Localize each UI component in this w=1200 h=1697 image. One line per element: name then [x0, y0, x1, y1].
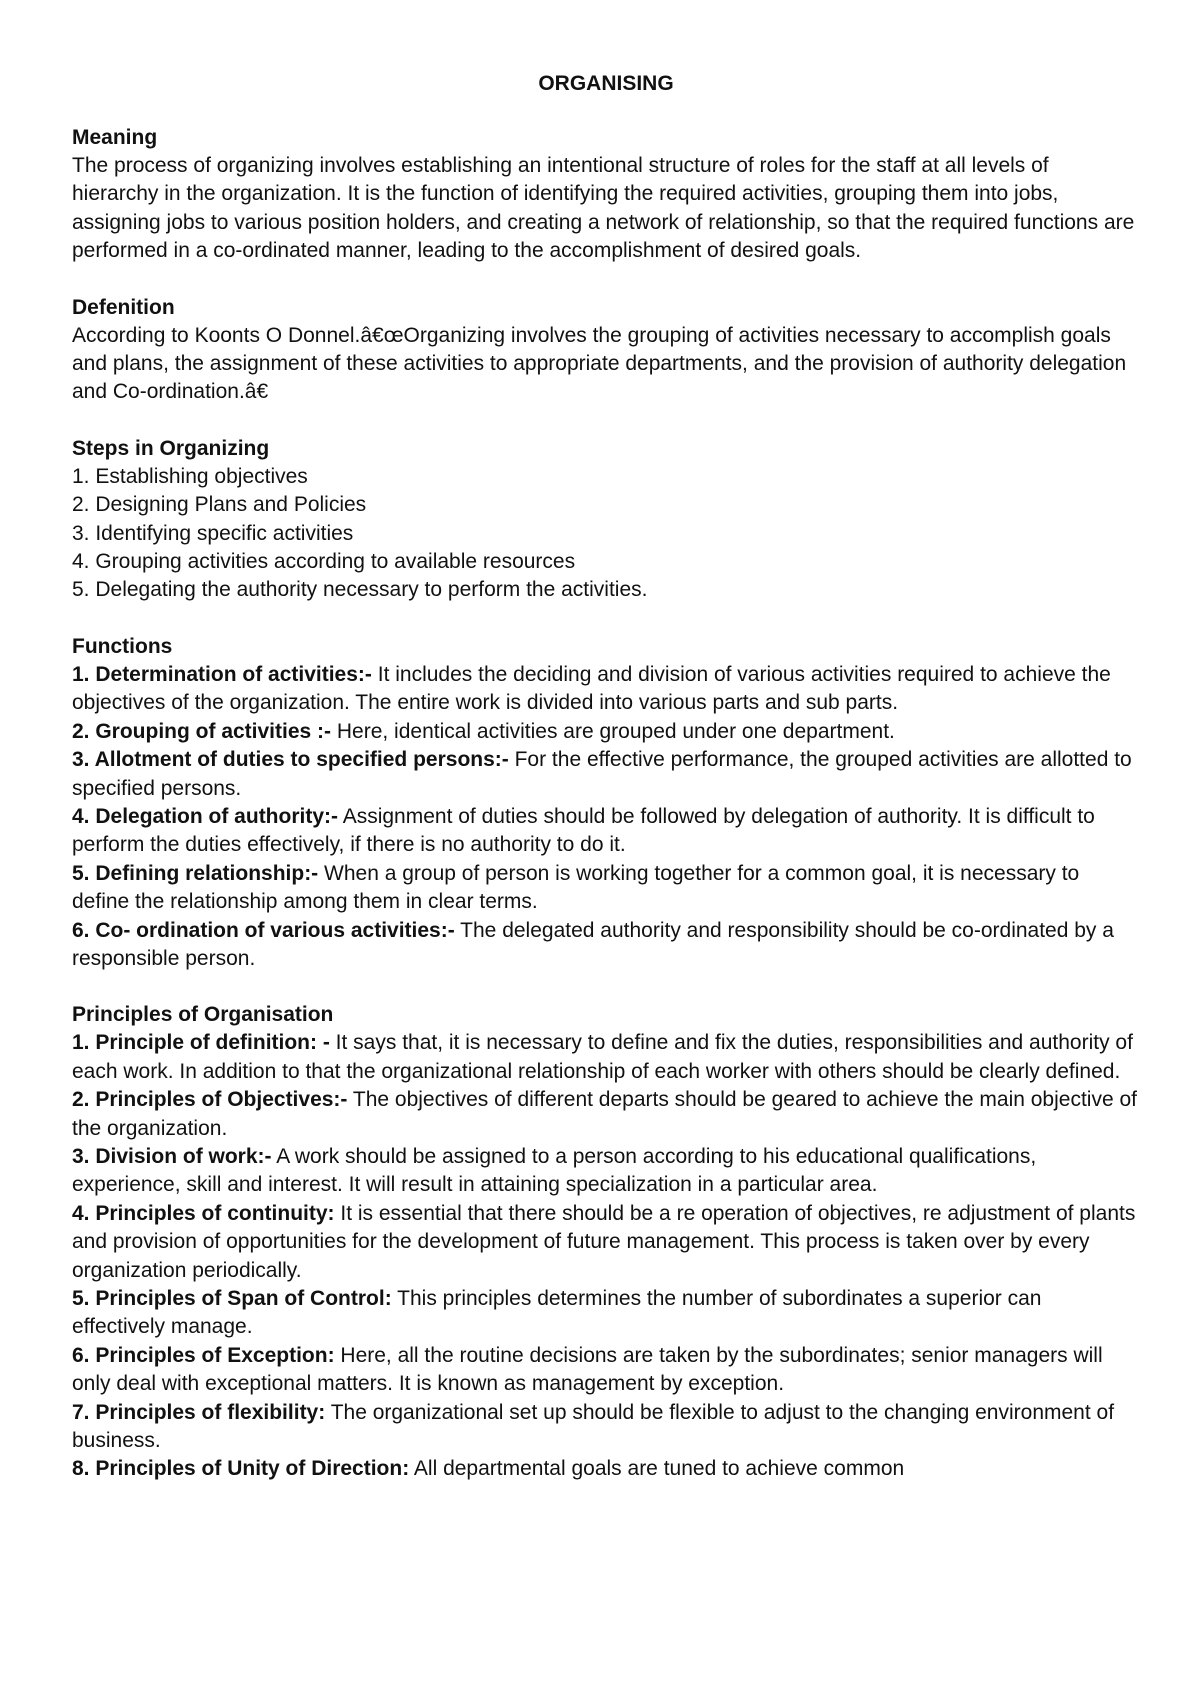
function-description: It includes the deciding and division of various activities required to achieve the objectives of the organization. The entire work is divided into various parts and sub parts.: [72, 662, 1111, 715]
principle-description: It says that, it is necessary to define and fix the duties, responsibilities and authority of each work. In addition to that the organizational relationship of each worker with others should be clearly defined.: [72, 1031, 1133, 1083]
principle-term: 5. Principles of Span of Control:: [72, 1287, 392, 1310]
function-term: 5. Defining relationship:-: [72, 861, 319, 885]
principles-section: [72, 1001, 1140, 1484]
principle-term: 8. Principles of Unity of Direction:: [72, 1457, 410, 1481]
function-description: The delegated authority and responsibility should be co-ordinated by a responsible person.: [72, 918, 1114, 970]
steps-heading: Steps in Organizing: [72, 436, 270, 460]
principle-term: 1. Principle of definition: -: [72, 1031, 330, 1055]
function-term: 4. Delegation of authority:-: [72, 804, 339, 828]
function-term: 2. Grouping of activities :-: [72, 719, 332, 743]
principle-item: [72, 1029, 1140, 1086]
principle-term: 3. Division of work:-: [72, 1144, 272, 1168]
principle-item: [72, 1285, 1140, 1342]
function-description: When a group of person is working together for a common goal, it is necessary to define the relationship among them in clear terms.: [72, 861, 1080, 914]
principle-description: All departmental goals are tuned to achieve common: [409, 1457, 905, 1481]
principle-item: [72, 1342, 1140, 1399]
function-item: [72, 803, 1140, 860]
principle-description: It is essential that there should be a re operation of objectives, re adjustment of plants and provision of opportunities for the development of future management. This process is taken over by every organization periodically.: [72, 1201, 1136, 1282]
step-item: 1. Establishing objectives: [72, 464, 308, 488]
functions-heading: Functions: [72, 634, 173, 658]
function-term: 1. Determination of activities:-: [72, 662, 372, 686]
functions-section: [72, 633, 1140, 973]
principles-heading: Principles of Organisation: [72, 1003, 334, 1027]
function-description: For the effective performance, the grouped activities are allotted to specified persons.: [72, 748, 1132, 800]
principle-description: The organizational set up should be flexible to adjust to the changing environment of business.: [72, 1400, 1115, 1453]
meaning-heading: Meaning: [72, 126, 158, 149]
principle-description: This principles determines the number of subordinates a superior can effectively manage.: [72, 1287, 1042, 1339]
principle-item: [72, 1399, 1140, 1456]
definition-section: [72, 294, 1140, 407]
function-item: [72, 661, 1140, 718]
definition-heading: Defenition: [72, 295, 175, 319]
principle-term: 4. Principles of continuity:: [72, 1201, 335, 1225]
function-description: Assignment of duties should be followed by delegation of authority. It is difficult to perform the duties effectively, if there is no authority to do it.: [72, 804, 1095, 857]
principle-item: [72, 1143, 1140, 1200]
principle-term: 6. Principles of Exception:: [72, 1343, 335, 1367]
function-item: [72, 917, 1140, 974]
function-term: 6. Co- ordination of various activities:-: [72, 918, 455, 942]
meaning-section: [72, 124, 1140, 266]
principle-item: [72, 1200, 1140, 1285]
principle-term: 2. Principles of Objectives:-: [72, 1088, 348, 1112]
document-title: ORGANISING: [538, 72, 674, 95]
step-item: 3. Identifying specific activities: [72, 521, 354, 545]
principle-item: [72, 1455, 1140, 1483]
principle-description: The objectives of different departs should be geared to achieve the main objective of the organization.: [72, 1088, 1137, 1140]
function-item: [72, 718, 1140, 746]
principle-description: Here, all the routine decisions are taken by the subordinates; senior managers will only deal with exceptional matters. It is known as management by exception.: [72, 1343, 1103, 1396]
function-description: Here, identical activities are grouped under one department.: [331, 719, 895, 743]
function-item: [72, 860, 1140, 917]
step-item: 5. Delegating the authority necessary to perform the activities.: [72, 578, 648, 602]
step-item: 2. Designing Plans and Policies: [72, 493, 367, 517]
principle-term: 7. Principles of flexibility:: [72, 1400, 326, 1424]
principle-description: A work should be assigned to a person according to his educational qualifications, experience, skill and interest. It will result in attaining specialization in a particular area.: [72, 1144, 1037, 1197]
meaning-text: The process of organizing involves establishing an intentional structure of roles for the staff at all levels of hierarchy in the organization. It is the function of identifying the required activities, grouping them into jobs, assigning jobs to various position holders, and creating a network of relationship, so that the required functions are performed in a co-ordinated manner, leading to the accomplishment of desired goals.: [72, 154, 1135, 263]
steps-section: [72, 435, 1140, 605]
function-item: [72, 746, 1140, 803]
function-term: 3. Allotment of duties to specified persons:-: [72, 748, 509, 772]
step-item: 4. Grouping activities according to available resources: [72, 550, 576, 574]
definition-text: According to Koonts O Donnel.â€œOrganizing involves the grouping of activities necessary to accomplish goals and plans, the assignment of these activities to appropriate departments, and the provision of authority delegation and Co-ordination.â€: [72, 323, 1127, 404]
principle-item: [72, 1086, 1140, 1143]
